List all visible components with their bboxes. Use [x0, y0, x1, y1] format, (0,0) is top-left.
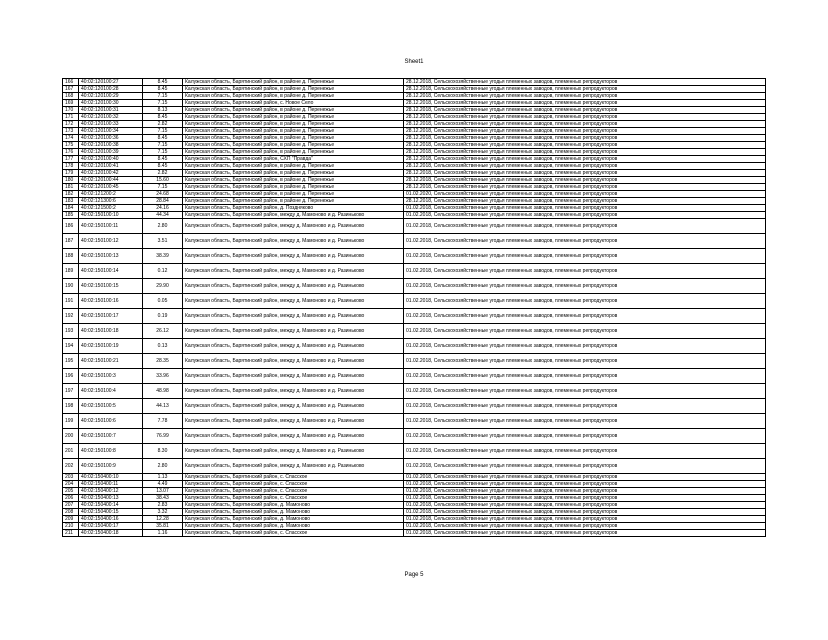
registration-note-cell: 01.02.2018, Сельскохозяйственные угодья племенных заводов, племенных репродукторов: [404, 205, 766, 212]
table-row: [63, 142, 766, 149]
area-cell: 28.35: [143, 354, 183, 369]
row-number-cell: 189: [63, 264, 79, 279]
address-cell: Калужская область, Барятинский район, с. Спасское: [183, 481, 404, 488]
address-cell: Калужская область, Барятинский район, в районе д. Перенежье: [183, 86, 404, 93]
row-number-cell: 169: [63, 100, 79, 107]
address-cell: Калужская область, Барятинский район, в районе д. Перенежье: [183, 107, 404, 114]
cadastral-number-cell: 40:02:121500:2: [79, 205, 143, 212]
data-table: [62, 78, 766, 537]
area-cell: 12.28: [143, 516, 183, 523]
registration-note-cell: 01.02.2018, Сельскохозяйственные угодья племенных заводов, племенных репродукторов: [404, 399, 766, 414]
area-cell: 0.05: [143, 294, 183, 309]
registration-note-cell: 01.02.2018, Сельскохозяйственные угодья племенных заводов, племенных репродукторов: [404, 495, 766, 502]
registration-note-cell: 01.02.2018, Сельскохозяйственные угодья племенных заводов, племенных репродукторов: [404, 264, 766, 279]
area-cell: 76.99: [143, 429, 183, 444]
row-number-cell: 191: [63, 294, 79, 309]
area-cell: 2.82: [143, 121, 183, 128]
table-row: [63, 79, 766, 86]
area-cell: 15.60: [143, 177, 183, 184]
row-number-cell: 190: [63, 279, 79, 294]
registration-note-cell: 01.02.2018, Сельскохозяйственные угодья племенных заводов, племенных репродукторов: [404, 502, 766, 509]
area-cell: 7.15: [143, 149, 183, 156]
table-row: [63, 135, 766, 142]
cadastral-number-cell: 40:02:121300:6: [79, 198, 143, 205]
table-row: [63, 354, 766, 369]
table-row: [63, 399, 766, 414]
cadastral-number-cell: 40:02:150100:14: [79, 264, 143, 279]
row-number-cell: 208: [63, 509, 79, 516]
table-row: [63, 509, 766, 516]
table-row: [63, 474, 766, 481]
registration-note-cell: 28.12.2018, Сельскохозяйственные угодья племенных заводов, племенных репродукторов: [404, 149, 766, 156]
registration-note-cell: 28.12.2018, Сельскохозяйственные угодья племенных заводов, племенных репродукторов: [404, 156, 766, 163]
registration-note-cell: 28.12.2018, Сельскохозяйственные угодья племенных заводов, племенных репродукторов: [404, 93, 766, 100]
registration-note-cell: 28.12.2018, Сельскохозяйственные угодья племенных заводов, племенных репродукторов: [404, 100, 766, 107]
area-cell: 7.15: [143, 100, 183, 107]
table-body: [63, 79, 766, 537]
registration-note-cell: 28.12.2018, Сельскохозяйственные угодья племенных заводов, племенных репродукторов: [404, 184, 766, 191]
row-number-cell: 206: [63, 495, 79, 502]
area-cell: 29.90: [143, 279, 183, 294]
cadastral-number-cell: 40:02:120100:42: [79, 170, 143, 177]
cadastral-number-cell: 40:02:150400:16: [79, 516, 143, 523]
area-cell: 0.12: [143, 264, 183, 279]
address-cell: Калужская область, Барятинский район, д. Мамоново: [183, 502, 404, 509]
address-cell: Калужская область, Барятинский район, с. Спасское: [183, 495, 404, 502]
area-cell: 0.13: [143, 339, 183, 354]
registration-note-cell: 28.12.2018, Сельскохозяйственные угодья племенных заводов, племенных репродукторов: [404, 86, 766, 93]
area-cell: 8.45: [143, 86, 183, 93]
row-number-cell: 184: [63, 205, 79, 212]
cadastral-number-cell: 40:02:150100:5: [79, 399, 143, 414]
row-number-cell: 198: [63, 399, 79, 414]
row-number-cell: 197: [63, 384, 79, 399]
table-row: [63, 488, 766, 495]
cadastral-number-cell: 40:02:150100:17: [79, 309, 143, 324]
row-number-cell: 186: [63, 219, 79, 234]
registration-note-cell: 01.02.2018, Сельскохозяйственные угодья племенных заводов, племенных репродукторов: [404, 509, 766, 516]
cadastral-number-cell: 40:02:120100:29: [79, 93, 143, 100]
table-row: [63, 384, 766, 399]
area-cell: 33.96: [143, 369, 183, 384]
cadastral-number-cell: 40:02:150100:18: [79, 324, 143, 339]
row-number-cell: 203: [63, 474, 79, 481]
registration-note-cell: 01.02.2018, Сельскохозяйственные угодья племенных заводов, племенных репродукторов: [404, 294, 766, 309]
table-row: [63, 177, 766, 184]
row-number-cell: 183: [63, 198, 79, 205]
row-number-cell: 204: [63, 481, 79, 488]
table-row: [63, 191, 766, 198]
address-cell: Калужская область, Барятинский район, между д. Мамоново и д. Разиньково: [183, 249, 404, 264]
area-cell: 35.81: [143, 523, 183, 530]
table-row: [63, 249, 766, 264]
address-cell: Калужская область, Барятинский район, в районе д. Перенежье: [183, 128, 404, 135]
table-row: [63, 523, 766, 530]
area-cell: 3.32: [143, 509, 183, 516]
table-row: [63, 369, 766, 384]
address-cell: Калужская область, Барятинский район, СХП "Правда": [183, 156, 404, 163]
row-number-cell: 166: [63, 79, 79, 86]
address-cell: Калужская область, Барятинский район, между д. Мамоново и д. Разиньково: [183, 234, 404, 249]
area-cell: 38.43: [143, 495, 183, 502]
address-cell: Калужская область, Барятинский район, в районе д. Перенежье: [183, 93, 404, 100]
registration-note-cell: 28.12.2018, Сельскохозяйственные угодья племенных заводов, племенных репродукторов: [404, 107, 766, 114]
area-cell: 13.07: [143, 488, 183, 495]
row-number-cell: 193: [63, 324, 79, 339]
area-cell: 8.30: [143, 444, 183, 459]
row-number-cell: 181: [63, 184, 79, 191]
address-cell: Калужская область, Барятинский район, между д. Мамоново и д. Разиньково: [183, 399, 404, 414]
area-cell: 4.49: [143, 481, 183, 488]
registration-note-cell: 28.12.2018, Сельскохозяйственные угодья племенных заводов, племенных репродукторов: [404, 177, 766, 184]
table-row: [63, 444, 766, 459]
table-row: [63, 93, 766, 100]
row-number-cell: 182: [63, 191, 79, 198]
table-row: [63, 100, 766, 107]
cadastral-number-cell: 40:02:121200:2: [79, 191, 143, 198]
cadastral-number-cell: 40:02:150100:16: [79, 294, 143, 309]
table-row: [63, 530, 766, 537]
area-cell: 26.12: [143, 324, 183, 339]
registration-note-cell: 01.02.2018, Сельскохозяйственные угодья племенных заводов, племенных репродукторов: [404, 309, 766, 324]
area-cell: 1.13: [143, 474, 183, 481]
row-number-cell: 201: [63, 444, 79, 459]
cadastral-number-cell: 40:02:120100:34: [79, 128, 143, 135]
table-row: [63, 516, 766, 523]
address-cell: Калужская область, Барятинский район, в районе д. Перенежье: [183, 191, 404, 198]
cadastral-number-cell: 40:02:120100:30: [79, 100, 143, 107]
row-number-cell: 188: [63, 249, 79, 264]
cadastral-number-cell: 40:02:150100:8: [79, 444, 143, 459]
row-number-cell: 170: [63, 107, 79, 114]
cadastral-number-cell: 40:02:150400:14: [79, 502, 143, 509]
registration-note-cell: 28.12.2018, Сельскохозяйственные угодья племенных заводов, племенных репродукторов: [404, 128, 766, 135]
address-cell: Калужская область, Барятинский район, в районе д. Перенежье: [183, 142, 404, 149]
table-row: [63, 294, 766, 309]
registration-note-cell: 28.12.2018, Сельскохозяйственные угодья племенных заводов, племенных репродукторов: [404, 135, 766, 142]
registration-note-cell: 01.02.2018, Сельскохозяйственные угодья племенных заводов, племенных репродукторов: [404, 219, 766, 234]
cadastral-number-cell: 40:02:120100:28: [79, 86, 143, 93]
area-cell: 3.51: [143, 234, 183, 249]
table-row: [63, 149, 766, 156]
cadastral-number-cell: 40:02:150100:13: [79, 249, 143, 264]
cadastral-number-cell: 40:02:120100:33: [79, 121, 143, 128]
address-cell: Калужская область, Барятинский район, в районе д. Перенежье: [183, 184, 404, 191]
registration-note-cell: 01.02.2018, Сельскохозяйственные угодья племенных заводов, племенных репродукторов: [404, 481, 766, 488]
row-number-cell: 176: [63, 149, 79, 156]
address-cell: Калужская область, Барятинский район, в районе д. Перенежье: [183, 121, 404, 128]
row-number-cell: 205: [63, 488, 79, 495]
registration-note-cell: 28.12.2018, Сельскохозяйственные угодья племенных заводов, племенных репродукторов: [404, 170, 766, 177]
address-cell: Калужская область, Барятинский район, в районе д. Перенежье: [183, 149, 404, 156]
cadastral-number-cell: 40:02:150100:3: [79, 369, 143, 384]
address-cell: Калужская область, Барятинский район, с. Спасское: [183, 488, 404, 495]
table-row: [63, 234, 766, 249]
cadastral-number-cell: 40:02:120100:41: [79, 163, 143, 170]
address-cell: Калужская область, Барятинский район, в районе д. Перенежье: [183, 163, 404, 170]
table-row: [63, 429, 766, 444]
registration-note-cell: 01.02.2018, Сельскохозяйственные угодья племенных заводов, племенных репродукторов: [404, 234, 766, 249]
table-row: [63, 481, 766, 488]
address-cell: Калужская область, Барятинский район, между д. Мамоново и д. Разиньково: [183, 219, 404, 234]
table-row: [63, 339, 766, 354]
area-cell: 28.84: [143, 198, 183, 205]
address-cell: Калужская область, Барятинский район, между д. Мамоново и д. Разиньково: [183, 429, 404, 444]
registration-note-cell: 01.02.2018, Сельскохозяйственные угодья племенных заводов, племенных репродукторов: [404, 530, 766, 537]
cadastral-number-cell: 40:02:120100:40: [79, 156, 143, 163]
row-number-cell: 178: [63, 163, 79, 170]
cadastral-number-cell: 40:02:150100:11: [79, 219, 143, 234]
area-cell: 7.78: [143, 414, 183, 429]
registration-note-cell: 01.02.2018, Сельскохозяйственные угодья племенных заводов, племенных репродукторов: [404, 459, 766, 474]
cadastral-number-cell: 40:02:120100:38: [79, 142, 143, 149]
registration-note-cell: 01.02.2018, Сельскохозяйственные угодья племенных заводов, племенных репродукторов: [404, 249, 766, 264]
table-row: [63, 264, 766, 279]
area-cell: 44.13: [143, 399, 183, 414]
cadastral-number-cell: 40:02:150400:13: [79, 495, 143, 502]
area-cell: 48.98: [143, 384, 183, 399]
cadastral-number-cell: 40:02:150400:11: [79, 481, 143, 488]
cadastral-number-cell: 40:02:150400:12: [79, 488, 143, 495]
row-number-cell: 207: [63, 502, 79, 509]
area-cell: 2.80: [143, 459, 183, 474]
address-cell: Калужская область, Барятинский район, между д. Мамоново и д. Разиньково: [183, 354, 404, 369]
area-cell: 44.34: [143, 212, 183, 219]
address-cell: Калужская область, Барятинский район, в районе д. Перенежье: [183, 170, 404, 177]
area-cell: 7.15: [143, 142, 183, 149]
area-cell: 2.83: [143, 502, 183, 509]
area-cell: 0.19: [143, 309, 183, 324]
row-number-cell: 195: [63, 354, 79, 369]
row-number-cell: 194: [63, 339, 79, 354]
address-cell: Калужская область, Барятинский район, между д. Мамоново и д. Разиньково: [183, 414, 404, 429]
cadastral-number-cell: 40:02:150400:17: [79, 523, 143, 530]
registration-note-cell: 01.02.2018, Сельскохозяйственные угодья племенных заводов, племенных репродукторов: [404, 516, 766, 523]
address-cell: Калужская область, Барятинский район, д. Мамоново: [183, 509, 404, 516]
area-cell: 7.15: [143, 93, 183, 100]
row-number-cell: 196: [63, 369, 79, 384]
address-cell: Калужская область, Барятинский район, в районе д. Перенежье: [183, 135, 404, 142]
table-row: [63, 459, 766, 474]
row-number-cell: 172: [63, 121, 79, 128]
registration-note-cell: 01.02.2018, Сельскохозяйственные угодья племенных заводов, племенных репродукторов: [404, 324, 766, 339]
area-cell: 24.68: [143, 191, 183, 198]
row-number-cell: 174: [63, 135, 79, 142]
address-cell: Калужская область, Барятинский район, в районе д. Перенежье: [183, 198, 404, 205]
row-number-cell: 187: [63, 234, 79, 249]
cadastral-number-cell: 40:02:150100:10: [79, 212, 143, 219]
row-number-cell: 179: [63, 170, 79, 177]
cadastral-number-cell: 40:02:120100:45: [79, 184, 143, 191]
cadastral-number-cell: 40:02:120100:39: [79, 149, 143, 156]
registration-note-cell: 01.02.2020, Сельскохозяйственные угодья племенных заводов, племенных репродукторов: [404, 191, 766, 198]
address-cell: Калужская область, Барятинский район, между д. Мамоново и д. Разиньково: [183, 309, 404, 324]
area-cell: 8.45: [143, 79, 183, 86]
address-cell: Калужская область, Барятинский район, между д. Мамоново и д. Разиньково: [183, 339, 404, 354]
sheet-title: Sheet1: [404, 59, 424, 65]
address-cell: Калужская область, Барятинский район, между д. Мамоново и д. Разиньково: [183, 369, 404, 384]
registration-note-cell: 28.12.2018, Сельскохозяйственные угодья племенных заводов, племенных репродукторов: [404, 163, 766, 170]
registration-note-cell: 28.12.2018, Сельскохозяйственные угодья племенных заводов, племенных репродукторов: [404, 114, 766, 121]
table-row: [63, 163, 766, 170]
area-cell: 8.13: [143, 107, 183, 114]
area-cell: 38.39: [143, 249, 183, 264]
table-row: [63, 128, 766, 135]
registration-note-cell: 01.02.2018, Сельскохозяйственные угодья племенных заводов, племенных репродукторов: [404, 279, 766, 294]
address-cell: Калужская область, Барятинский район, между д. Мамоново и д. Разиньково: [183, 384, 404, 399]
registration-note-cell: 01.02.2018, Сельскохозяйственные угодья племенных заводов, племенных репродукторов: [404, 384, 766, 399]
registration-note-cell: 28.12.2018, Сельскохозяйственные угодья племенных заводов, племенных репродукторов: [404, 121, 766, 128]
registration-note-cell: 01.02.2018, Сельскохозяйственные угодья племенных заводов, племенных репродукторов: [404, 444, 766, 459]
table-row: [63, 156, 766, 163]
cadastral-number-cell: 40:02:120100:32: [79, 114, 143, 121]
table-row: [63, 502, 766, 509]
registration-note-cell: 01.02.2018, Сельскохозяйственные угодья племенных заводов, племенных репродукторов: [404, 354, 766, 369]
table-row: [63, 205, 766, 212]
row-number-cell: 210: [63, 523, 79, 530]
row-number-cell: 168: [63, 93, 79, 100]
cadastral-number-cell: 40:02:120100:44: [79, 177, 143, 184]
area-cell: 1.16: [143, 530, 183, 537]
row-number-cell: 167: [63, 86, 79, 93]
address-cell: Калужская область, Барятинский район, с. Спасское: [183, 530, 404, 537]
registration-note-cell: 01.02.2018, Сельскохозяйственные угодья племенных заводов, племенных репродукторов: [404, 474, 766, 481]
table-row: [63, 86, 766, 93]
table-row: [63, 219, 766, 234]
address-cell: Калужская область, Барятинский район, в районе д. Перенежье: [183, 177, 404, 184]
address-cell: Калужская область, Барятинский район, между д. Мамоново и д. Разиньково: [183, 279, 404, 294]
table-row: [63, 414, 766, 429]
address-cell: Калужская область, Барятинский район, между д. Мамоново и д. Разиньково: [183, 444, 404, 459]
table-row: [63, 212, 766, 219]
address-cell: Калужская область, Барятинский район, в районе д. Перенежье: [183, 79, 404, 86]
address-cell: Калужская область, Барятинский район, в районе д. Перенежье: [183, 114, 404, 121]
row-number-cell: 177: [63, 156, 79, 163]
table-row: [63, 279, 766, 294]
row-number-cell: 175: [63, 142, 79, 149]
address-cell: Калужская область, Барятинский район, между д. Мамоново и д. Разиньково: [183, 459, 404, 474]
area-cell: 2.80: [143, 219, 183, 234]
table-row: [63, 121, 766, 128]
address-cell: Калужская область, Барятинский район, между д. Мамоново и д. Разиньково: [183, 294, 404, 309]
address-cell: Калужская область, Барятинский район, между д. Мамоново и д. Разиньково: [183, 324, 404, 339]
cadastral-number-cell: 40:02:120100:31: [79, 107, 143, 114]
area-cell: 7.15: [143, 184, 183, 191]
row-number-cell: 202: [63, 459, 79, 474]
registration-note-cell: 01.02.2018, Сельскохозяйственные угодья племенных заводов, племенных репродукторов: [404, 523, 766, 530]
row-number-cell: 209: [63, 516, 79, 523]
row-number-cell: 180: [63, 177, 79, 184]
address-cell: Калужская область, Барятинский район, с. Новое Село: [183, 100, 404, 107]
row-number-cell: 192: [63, 309, 79, 324]
cadastral-number-cell: 40:02:150100:15: [79, 279, 143, 294]
cadastral-number-cell: 40:02:150100:9: [79, 459, 143, 474]
table-row: [63, 495, 766, 502]
area-cell: 7.15: [143, 128, 183, 135]
cadastral-number-cell: 40:02:150100:4: [79, 384, 143, 399]
address-cell: Калужская область, Барятинский район, между д. Мамоново и д. Разиньково: [183, 212, 404, 219]
cadastral-number-cell: 40:02:150400:15: [79, 509, 143, 516]
address-cell: Калужская область, Барятинский район, с. Спасское: [183, 474, 404, 481]
registration-note-cell: 01.02.2018, Сельскохозяйственные угодья племенных заводов, племенных репродукторов: [404, 429, 766, 444]
cadastral-number-cell: 40:02:150100:7: [79, 429, 143, 444]
cadastral-number-cell: 40:02:150400:18: [79, 530, 143, 537]
area-cell: 8.45: [143, 135, 183, 142]
row-number-cell: 199: [63, 414, 79, 429]
area-cell: 8.45: [143, 163, 183, 170]
cadastral-number-cell: 40:02:120100:36: [79, 135, 143, 142]
registration-note-cell: 01.02.2018, Сельскохозяйственные угодья племенных заводов, племенных репродукторов: [404, 339, 766, 354]
page-number: Page 5: [404, 572, 424, 578]
cadastral-number-cell: 40:02:150400:10: [79, 474, 143, 481]
registration-note-cell: 01.02.2018, Сельскохозяйственные угодья племенных заводов, племенных репродукторов: [404, 369, 766, 384]
table-row: [63, 198, 766, 205]
cadastral-number-cell: 40:02:150100:12: [79, 234, 143, 249]
row-number-cell: 185: [63, 212, 79, 219]
area-cell: 8.45: [143, 156, 183, 163]
registration-note-cell: 01.02.2018, Сельскохозяйственные угодья племенных заводов, племенных репродукторов: [404, 488, 766, 495]
registration-note-cell: 28.12.2018, Сельскохозяйственные угодья племенных заводов, племенных репродукторов: [404, 79, 766, 86]
table-row: [63, 107, 766, 114]
address-cell: Калужская область, Барятинский район, д. Мамоново: [183, 516, 404, 523]
area-cell: 8.45: [143, 114, 183, 121]
table-row: [63, 324, 766, 339]
table-row: [63, 309, 766, 324]
registration-note-cell: 01.02.2018, Сельскохозяйственные угодья племенных заводов, племенных репродукторов: [404, 212, 766, 219]
registration-note-cell: 28.12.2018, Сельскохозяйственные угодья племенных заводов, племенных репродукторов: [404, 198, 766, 205]
row-number-cell: 173: [63, 128, 79, 135]
address-cell: Калужская область, Барятинский район, д. Мамоново: [183, 523, 404, 530]
cadastral-number-cell: 40:02:150100:19: [79, 339, 143, 354]
row-number-cell: 211: [63, 530, 79, 537]
table-row: [63, 184, 766, 191]
row-number-cell: 200: [63, 429, 79, 444]
table-row: [63, 170, 766, 177]
row-number-cell: 171: [63, 114, 79, 121]
address-cell: Калужская область, Барятинский район, д. Поздняково: [183, 205, 404, 212]
registration-note-cell: 01.02.2018, Сельскохозяйственные угодья племенных заводов, племенных репродукторов: [404, 414, 766, 429]
area-cell: 2.82: [143, 170, 183, 177]
area-cell: 24.16: [143, 205, 183, 212]
address-cell: Калужская область, Барятинский район, между д. Мамоново и д. Разиньково: [183, 264, 404, 279]
cadastral-number-cell: 40:02:150100:6: [79, 414, 143, 429]
registration-note-cell: 28.12.2018, Сельскохозяйственные угодья племенных заводов, племенных репродукторов: [404, 142, 766, 149]
cadastral-number-cell: 40:02:120100:27: [79, 79, 143, 86]
cadastral-number-cell: 40:02:150100:21: [79, 354, 143, 369]
table-row: [63, 114, 766, 121]
